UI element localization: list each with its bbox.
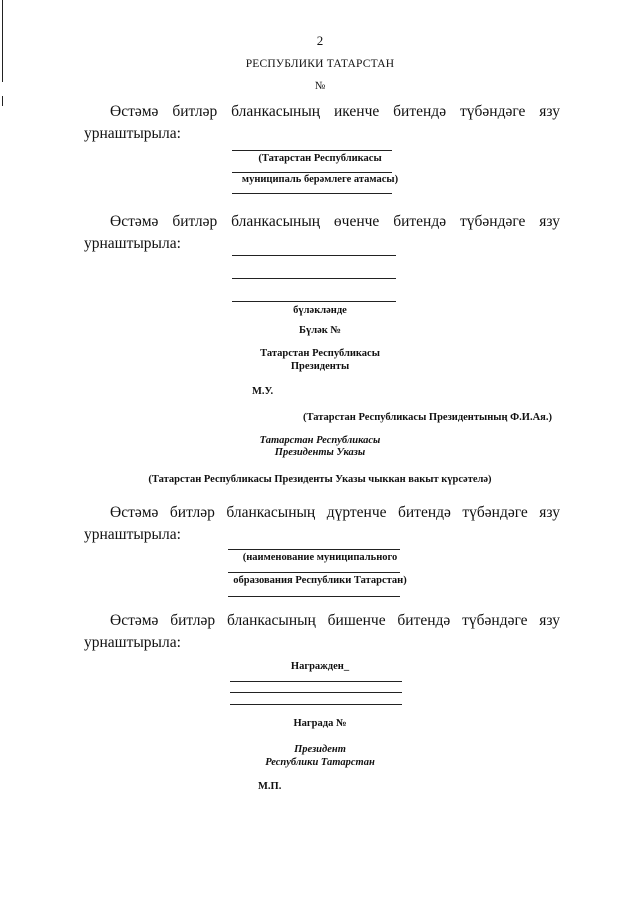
seal-mark-tt: М.У. (252, 386, 274, 397)
word: битләр (169, 504, 215, 521)
blank-line (232, 193, 392, 194)
municipality-name-tt: муниципаль берәмлеге атамасы) (241, 174, 399, 185)
word: битләр (170, 612, 216, 629)
word: Өстәмә (110, 612, 159, 629)
word: бишенче (327, 612, 386, 629)
word: язу (539, 504, 560, 521)
word: бланкасының (231, 213, 321, 230)
blank-line (230, 692, 402, 693)
awarded-label-ru: Награжден_ (290, 661, 350, 672)
word: түбәндәге (462, 612, 528, 629)
word: түбәндәге (462, 504, 528, 521)
blank-line (230, 681, 402, 682)
page-number: 2 (316, 33, 324, 48)
award-number-ru: Награда № (293, 718, 347, 729)
word: Өстәмә (110, 103, 159, 120)
number-sign: № (314, 80, 326, 92)
award-number-tt: Бүләк № (299, 325, 341, 336)
president-title-line-1: Татарстан Республикасы (260, 348, 380, 359)
instruction-paragraph-2 (84, 211, 560, 255)
word: язу (539, 213, 560, 230)
word: язу (539, 103, 560, 120)
seal-mark-ru: М.П. (258, 781, 282, 792)
blank-line (232, 172, 392, 173)
blank-line (232, 301, 396, 302)
president-name-placeholder: (Татарстан Республикасы Президентының Ф.И.Ая.) (303, 412, 552, 423)
awarded-label-tt: бүләкләнде (293, 305, 347, 316)
blank-line (232, 150, 392, 151)
word: битендә (393, 213, 447, 230)
blank-line (232, 255, 396, 256)
word: Өстәмә (110, 504, 159, 521)
scan-margin-mark (2, 96, 3, 106)
decree-date-placeholder: (Татарстан Республикасы Президенты Указы чыккан вакыт күрсәтелә) (148, 474, 492, 485)
president-title-ru-line-1: Президент (294, 744, 346, 755)
blank-line (228, 572, 400, 573)
word: битләр (172, 103, 218, 120)
instruction-paragraph-3 (84, 502, 560, 546)
word: бланкасының (226, 612, 316, 629)
municipality-label-ru: (наименование муниципального (242, 552, 398, 563)
word: битендә (398, 504, 451, 521)
word: Өстәмә (110, 213, 159, 230)
word: түбәндәге (459, 103, 526, 120)
paragraph-line-2: урнаштырыла: (84, 125, 181, 142)
word: икенче (333, 103, 380, 120)
president-title-line-2: Президенты (290, 361, 350, 372)
paragraph-line-2: урнаштырыла: (84, 235, 181, 252)
municipality-label-tt: (Татарстан Республикасы (258, 153, 382, 164)
blank-line (228, 549, 400, 550)
instruction-paragraph-4 (84, 610, 560, 654)
instruction-paragraph-1 (84, 101, 560, 145)
blank-line (228, 596, 400, 597)
paragraph-line-2: урнаштырыла: (84, 634, 181, 651)
municipality-name-ru: образования Республики Татарстан) (233, 575, 407, 586)
word: битендә (397, 612, 451, 629)
decree-title-line-2: Президенты Указы (274, 447, 366, 458)
word: өченче (333, 213, 380, 230)
president-title-ru-line-2: Республики Татарстан (265, 757, 375, 768)
word: түбәндәге (460, 213, 526, 230)
paragraph-line-2: урнаштырыла: (84, 526, 181, 543)
word: бланкасының (231, 103, 321, 120)
blank-line (232, 278, 396, 279)
word: битләр (172, 213, 218, 230)
header-title: РЕСПУБЛИКИ ТАТАРСТАН (245, 58, 395, 70)
blank-line (230, 704, 402, 705)
decree-title-line-1: Татарстан Республикасы (259, 435, 381, 446)
word: дүртенче (326, 504, 387, 521)
word: бланкасының (226, 504, 316, 521)
word: битендә (393, 103, 447, 120)
word: язу (539, 612, 560, 629)
